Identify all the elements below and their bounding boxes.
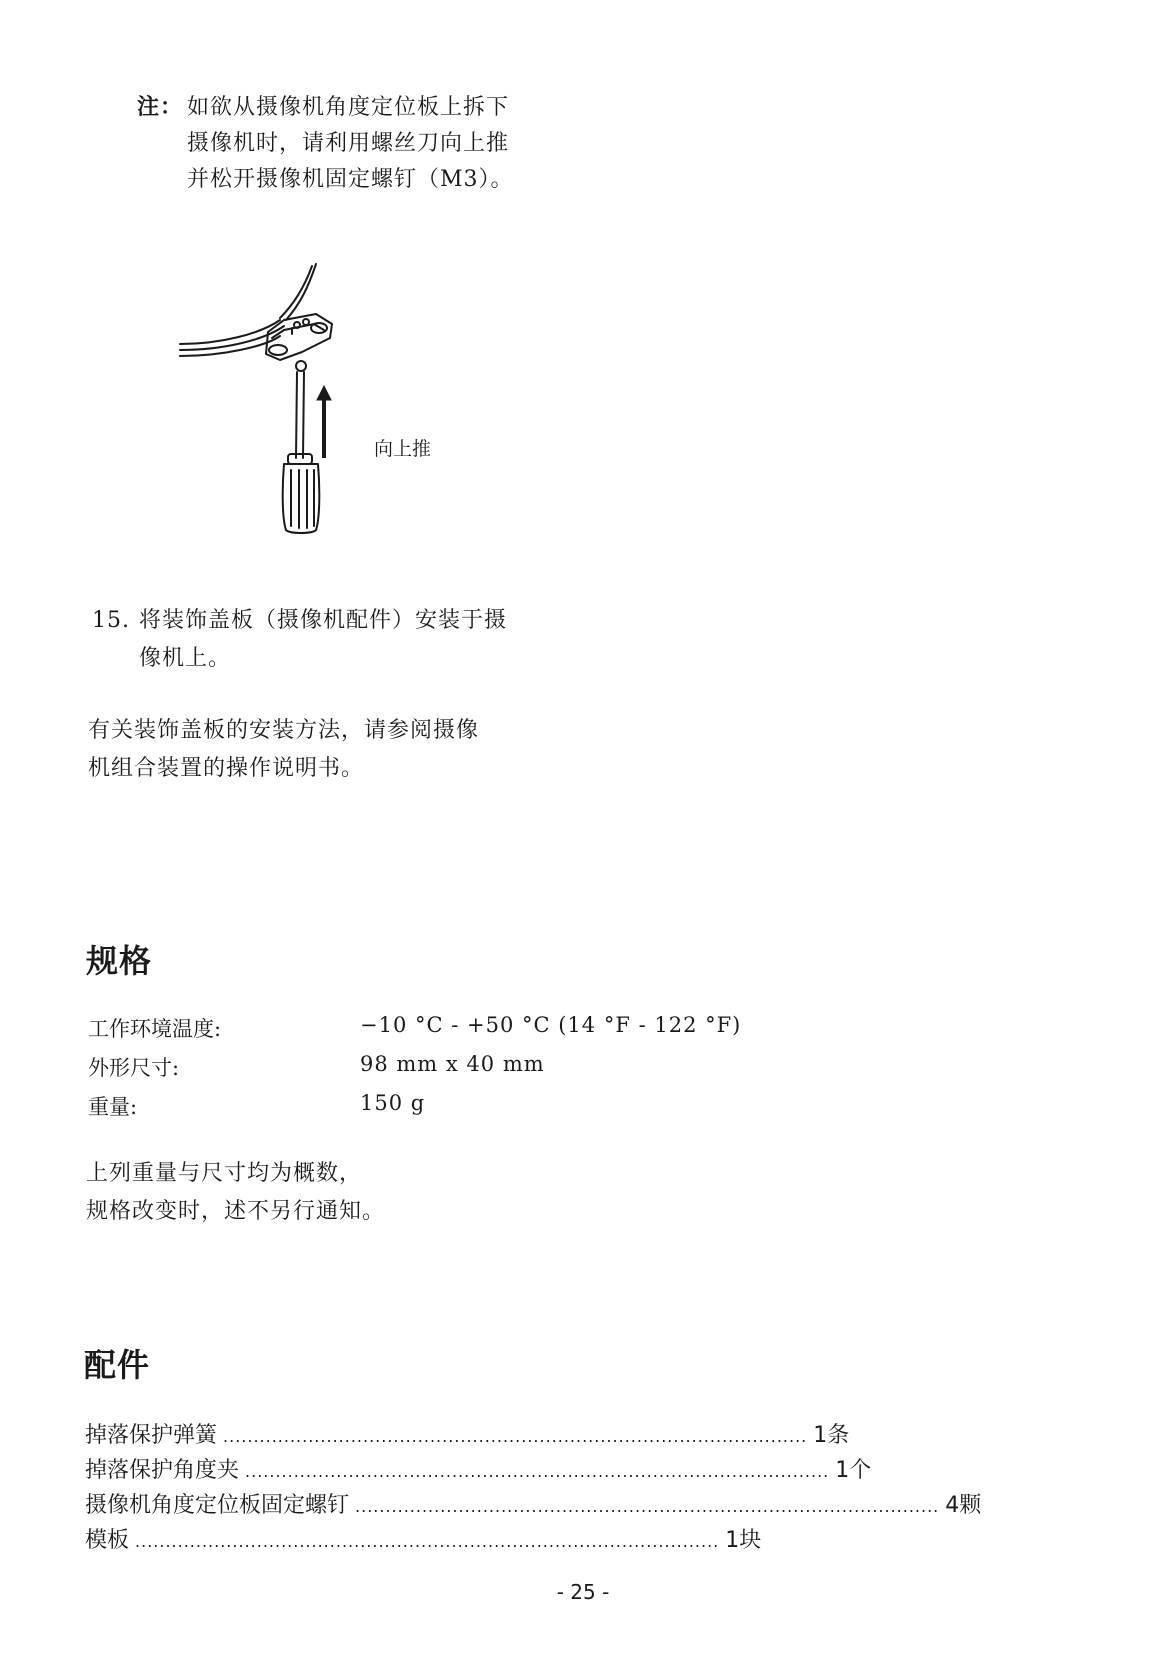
specs-note-line-1: 上列重量与尺寸均为概数， [86,1161,363,1186]
spec-row-weight [88,1091,808,1129]
accessory-item [85,1453,872,1487]
push-up-label: 向上推 [374,438,432,460]
accessory-quantity: 4颗 [945,1493,982,1518]
leader-dots: ................................................................................................ [245,1462,830,1481]
leader-dots: ................................................................................................ [135,1532,720,1551]
accessory-item [85,1523,762,1557]
step-line-2: 像机上。 [139,646,232,671]
accessory-name: 模板 [85,1528,130,1553]
spec-label: 外形尺寸: [88,1056,180,1080]
specs-heading: 规格 [86,942,153,980]
accessory-name: 摄像机角度定位板固定螺钉 [85,1493,350,1518]
paragraph-line-2: 机组合装置的操作说明书。 [88,756,365,781]
accessory-item [85,1488,982,1522]
accessory-quantity: 1个 [835,1458,872,1483]
accessory-item [85,1418,850,1452]
accessory-name: 掉落保护弹簧 [85,1423,218,1448]
note-line-2: 摄像机时，请利用螺丝刀向上推 [187,131,510,156]
paragraph-line-1: 有关装饰盖板的安装方法，请参阅摄像 [88,718,480,743]
step-text [139,602,599,678]
specs-note-line-2: 规格改变时，述不另行通知。 [86,1199,386,1224]
spec-value: 150 g [360,1091,426,1115]
spec-label: 工作环境温度: [88,1017,222,1041]
leader-dots: ................................................................................................ [223,1427,808,1446]
spec-label: 重量: [88,1095,138,1119]
accessory-name: 掉落保护角度夹 [85,1458,240,1483]
step-line-1: 将装饰盖板（摄像机配件）安装于摄 [139,608,508,633]
reference-paragraph [88,712,608,788]
accessory-quantity: 1条 [813,1423,850,1448]
spec-value: 98 mm x 40 mm [360,1052,545,1076]
note-line-1: 如欲从摄像机角度定位板上拆下 [187,95,510,120]
accessory-quantity: 1块 [725,1528,762,1553]
spec-row-temperature [88,1013,808,1051]
accessories-heading: 配件 [84,1346,151,1384]
step-number: 15. [92,608,130,633]
spec-row-dimensions [88,1052,808,1090]
spec-value: −10 °C - +50 °C (14 °F - 122 °F) [360,1013,742,1037]
leader-dots: ................................................................................................ [355,1497,940,1516]
note-line-3: 并松开摄像机固定螺钉（M3）。 [187,167,514,192]
specs-note [86,1155,606,1231]
page-number: - 25 - [556,1580,610,1604]
screwdriver-illustration [180,268,500,568]
note-text [187,90,577,198]
note-label: 注： [137,95,184,120]
